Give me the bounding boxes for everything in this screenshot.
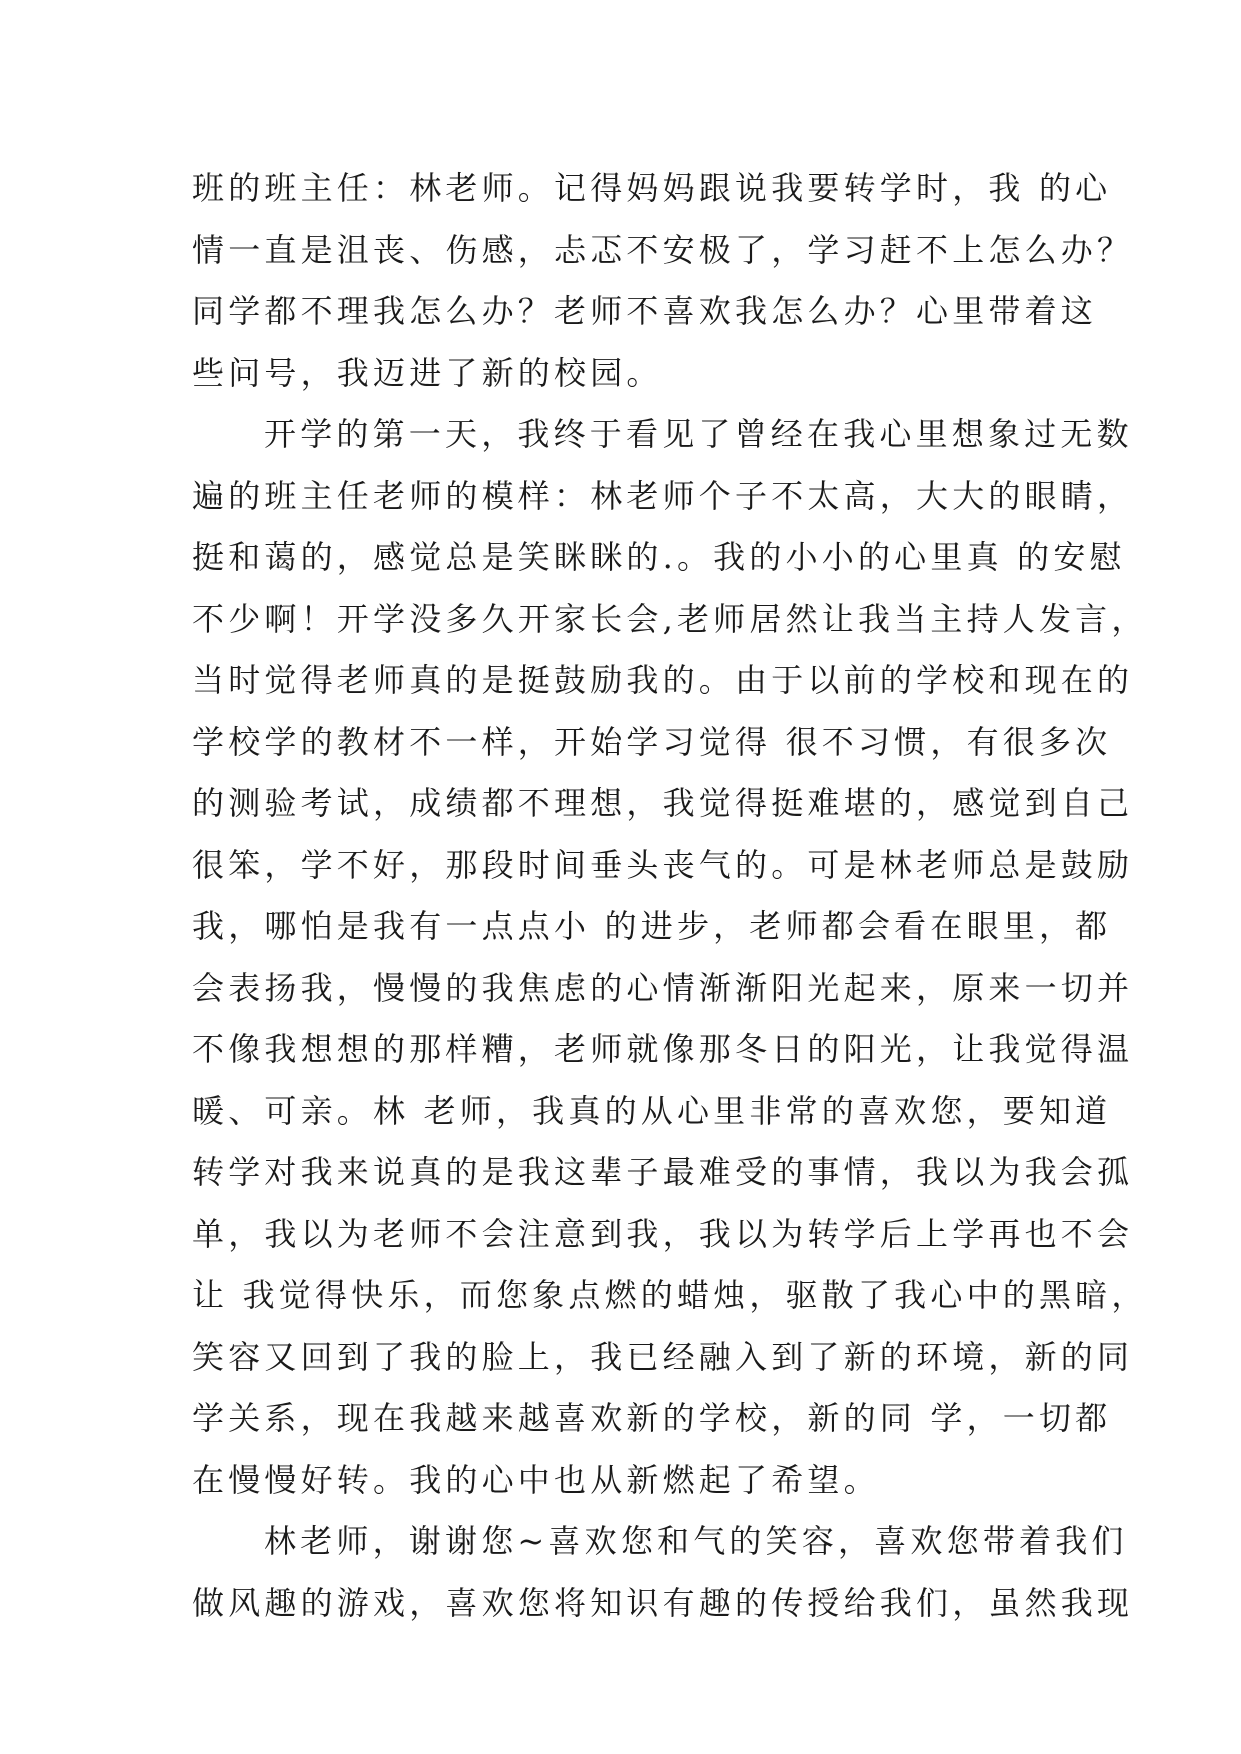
- text-line: 班的班主任：林老师。记得妈妈跟说我要转学时，我 的心: [192, 169, 1112, 207]
- paragraph-1: [192, 158, 1134, 404]
- paragraph-2: [192, 404, 1148, 1511]
- text-line: 林老师，谢谢您~喜欢您和气的笑容，喜欢您带着我们: [264, 1522, 1128, 1560]
- text-line: 学关系，现在我越来越喜欢新的学校，新的同 学，一切都: [192, 1399, 1112, 1437]
- text-line: 很笨，学不好，那段时间垂头丧气的。可是林老师总是鼓励: [192, 845, 1134, 884]
- text-line: 不像我想想的那样糟，老师就像那冬日的阳光，让我觉得温: [192, 1030, 1134, 1068]
- paragraph-3: [192, 1511, 1134, 1634]
- text-line: 做风趣的游戏，喜欢您将知识有趣的传授给我们，虽然我现: [192, 1583, 1134, 1622]
- text-line: 挺和蔼的，感觉总是笑眯眯的.。我的小小的心里真 的安慰: [192, 538, 1126, 576]
- text-line: 当时觉得老师真的是挺鼓励我的。由于以前的学校和现在的: [192, 661, 1134, 699]
- text-line: 转学对我来说真的是我这辈子最难受的事情，我以为我会孤: [192, 1153, 1134, 1191]
- text-line: 我，哪怕是我有一点点小 的进步，老师都会看在眼里，都: [192, 907, 1112, 945]
- text-line: 会表扬我，慢慢的我焦虑的心情渐渐阳光起来，原来一切并: [192, 968, 1134, 1007]
- text-line: 遍的班主任老师的模样：林老师个子不太高，大大的眼睛，: [192, 476, 1134, 515]
- text-line: 让 我觉得快乐，而您象点燃的蜡烛，驱散了我心中的黑暗，: [192, 1276, 1148, 1314]
- text-line: 的测验考试，成绩都不理想，我觉得挺难堪的，感觉到自己: [192, 784, 1134, 822]
- text-line: 学校学的教材不一样，开始学习觉得 很不习惯，有很多次: [192, 722, 1112, 761]
- text-line: 不少啊！开学没多久开家长会,老师居然让我当主持人发言，: [192, 599, 1148, 638]
- text-line: 笑容又回到了我的脸上，我已经融入到了新的环境，新的同: [192, 1337, 1134, 1376]
- text-line: 单，我以为老师不会注意到我，我以为转学后上学再也不会: [192, 1214, 1134, 1253]
- text-line: 在慢慢好转。我的心中也从新燃起了希望。: [192, 1460, 880, 1499]
- body-text: [192, 158, 1148, 1634]
- text-line: 同学都不理我怎么办？老师不喜欢我怎么办？心里带着这: [192, 292, 1098, 330]
- text-line: 些问号，我迈进了新的校园。: [192, 353, 663, 392]
- text-line: 开学的第一天，我终于看见了曾经在我心里想象过无数: [264, 415, 1133, 453]
- text-line: 情一直是沮丧、伤感，忐忑不安极了，学习赶不上怎么办？: [192, 230, 1134, 269]
- text-line: 暖、可亲。林 老师，我真的从心里非常的喜欢您，要知道: [192, 1091, 1112, 1130]
